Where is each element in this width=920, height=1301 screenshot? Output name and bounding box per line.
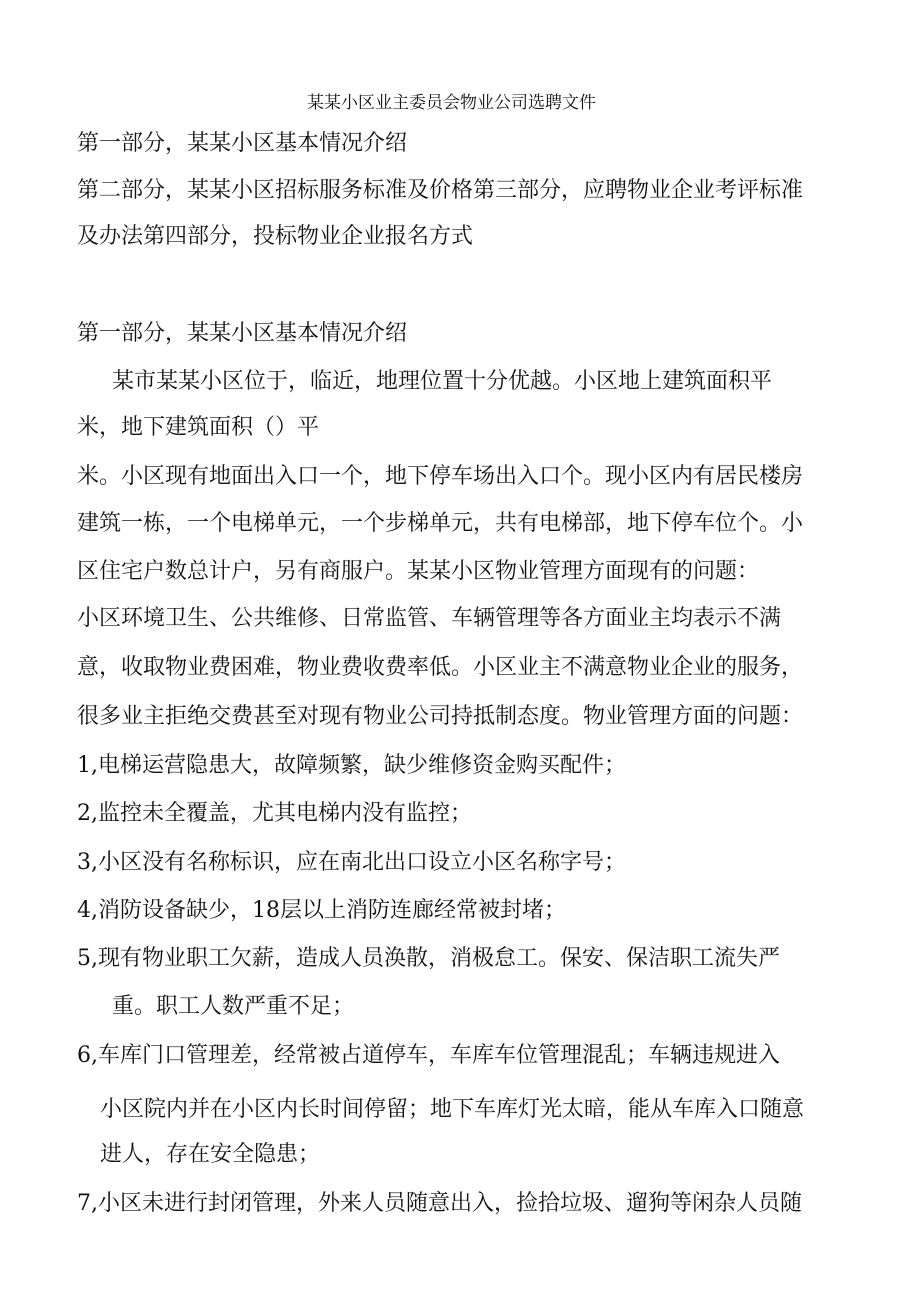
issue-item-continuation: 小区院内并在小区内长时间停留；地下车库灯光太暗，能从车库入口随意 <box>100 1097 805 1122</box>
paragraph-line: 某市某某小区位于，临近，地理位置十分优越。小区地上建筑面积平 <box>112 369 773 394</box>
document-title: 某某小区业主委员会物业公司选聘文件 <box>307 93 596 113</box>
issue-item-continuation: 进人，存在安全隐患； <box>100 1142 321 1167</box>
paragraph-line: 米。小区现有地面出入口一个，地下停车场出入口个。现小区内有居民楼房 <box>77 464 804 489</box>
issue-item: 1,电梯运营隐患大，故障频繁，缺少维修资金购买配件； <box>77 753 626 778</box>
issue-item-continuation: 重。职工人数严重不足； <box>112 994 355 1019</box>
issue-item: 4,消防设备缺少，18层以上消防连廊经常被封堵； <box>77 898 566 923</box>
paragraph-line: 很多业主拒绝交费甚至对现有物业公司持抵制态度。物业管理方面的问题： <box>77 704 804 729</box>
paragraph-line: 小区环境卫生、公共维修、日常监管、车辆管理等各方面业主均表示不满 <box>77 606 782 631</box>
issue-item: 2,监控未全覆盖，尤其电梯内没有监控； <box>77 801 472 826</box>
issue-item: 5,现有物业职工欠薪，造成人员涣散，消极怠工。保安、保洁职工流失严 <box>77 946 780 971</box>
toc-line: 第二部分，某某小区招标服务标准及价格第三部分，应聘物业企业考评标准 <box>77 178 804 203</box>
issue-item: 7,小区未进行封闭管理，外来人员随意出入，捡拾垃圾、遛狗等闲杂人员随 <box>77 1191 802 1216</box>
paragraph-line: 意，收取物业费困难，物业费收费率低。小区业主不满意物业企业的服务， <box>77 655 804 680</box>
section-heading: 第一部分，某某小区基本情况介绍 <box>77 321 408 346</box>
issue-item: 6,车库门口管理差，经常被占道停车，车库车位管理混乱；车辆违规进入 <box>77 1043 780 1068</box>
issue-item: 3,小区没有名称标识，应在南北出口设立小区名称字号； <box>77 850 626 875</box>
paragraph-line: 建筑一栋，一个电梯单元，一个步梯单元，共有电梯部，地下停车位个。小 <box>77 511 804 536</box>
paragraph-line: 米，地下建筑面积（）平 <box>77 415 320 440</box>
toc-line: 第一部分，某某小区基本情况介绍 <box>77 131 408 156</box>
paragraph-line: 区住宅户数总计户，另有商服户。某某小区物业管理方面现有的问题： <box>77 559 760 584</box>
toc-line: 及办法第四部分，投标物业企业报名方式 <box>77 224 474 249</box>
